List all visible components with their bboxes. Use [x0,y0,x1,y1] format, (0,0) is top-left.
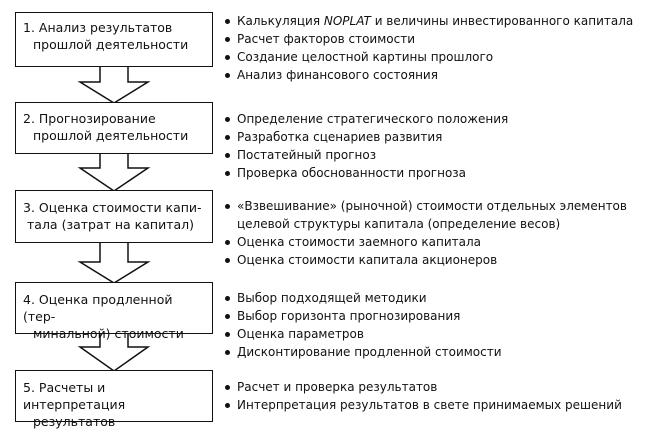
bullet-dot [225,204,230,209]
bullet-dot [225,73,230,78]
bullet-text: «Взвешивание» (рыночной) стоимости отдельных элементов [237,199,627,213]
bullet-dot [225,37,230,42]
bullet-text: Анализ финансового состояния [237,68,438,82]
bullet-text: Интерпретация результатов в свете принимаемых решений [237,398,622,412]
step-2-label-line-1: 2. Прогнозирование [23,111,156,126]
bullet-dot [225,55,230,60]
bullet-dot [225,135,230,140]
step-box-3 [15,190,213,243]
step-3-label-line-1: 3. Оценка стоимости капи- [23,200,202,215]
bullet-text: Оценка стоимости капитала акционеров [237,253,498,267]
bullet-text: Выбор горизонта прогнозирования [237,309,461,323]
list-item [225,378,671,396]
list-item [225,307,671,325]
arrow-3-to-4 [80,242,148,283]
arrow-1-to-2 [80,66,148,103]
list-item [225,128,671,146]
bullet-dot [225,350,230,355]
list-item [225,164,671,182]
step-5-label-line-2: результатов [33,414,116,429]
step-4-label-line-1: 4. Оценка продленной (тер- [23,292,173,324]
noplat-term: NOPLAT [323,14,371,28]
step-box-1 [15,12,213,67]
bullet-text: Расчет факторов стоимости [237,32,416,46]
step-1-label-line-2: прошлой деятельности [33,37,189,52]
list-item [225,325,671,343]
step-4-bullets [225,289,671,361]
bullet-dot [225,296,230,301]
list-item-continuation [225,215,671,233]
bullet-dot [225,19,230,24]
bullet-dot [225,171,230,176]
bullet-dot [225,117,230,122]
bullet-text-suffix: и величины инвестированного капитала [370,14,634,28]
step-box-4 [15,282,213,341]
step-5-label-line-1: 5. Расчеты и интерпретация [23,380,126,412]
bullet-text: Определение стратегического положения [237,112,509,126]
bullet-text: Разработка сценариев развития [237,130,443,144]
step-box-5 [15,370,213,429]
bullet-dot [225,332,230,337]
bullet-text: Оценка параметров [237,327,364,341]
bullet-text: Оценка стоимости заемного капитала [237,235,482,249]
bullet-text: Дисконтирование продленной стоимости [237,345,502,359]
list-item [225,197,671,215]
bullet-dot [225,153,230,158]
arrow-2-to-3 [80,153,148,191]
list-item [225,30,671,48]
bullet-dot [225,240,230,245]
list-item [225,12,671,30]
list-item [225,343,671,361]
list-item [225,66,671,84]
step-2-label-line-2: прошлой деятельности [33,128,189,143]
step-1-bullets [225,12,671,84]
bullet-text-continuation: целевой структуры капитала (определение весов) [237,217,561,231]
bullet-text: Выбор подходящей методики [237,291,427,305]
list-item [225,251,671,269]
bullet-text: Проверка обоснованности прогноза [237,166,467,180]
list-item [225,48,671,66]
bullet-text: Создание целостной картины прошлого [237,50,494,64]
list-item [225,146,671,164]
step-4-label-line-2: минальной) стоимости [33,326,184,341]
list-item [225,289,671,307]
step-3-label-line-2: тала (затрат на капитал) [27,217,194,232]
list-item [225,396,671,414]
bullet-dot [225,258,230,263]
bullet-text-prefix: Калькуляция [237,14,324,28]
bullet-text: Расчет и проверка результатов [237,380,438,394]
step-2-bullets [225,110,671,182]
bullet-text: Постатейный прогноз [237,148,377,162]
step-3-bullets [225,197,671,269]
step-5-bullets [225,378,671,414]
bullet-dot [225,314,230,319]
bullet-dot [225,385,230,390]
list-item [225,110,671,128]
step-1-label-line-1: 1. Анализ результатов [23,20,173,35]
step-box-2 [15,102,213,154]
bullet-dot [225,403,230,408]
list-item [225,233,671,251]
